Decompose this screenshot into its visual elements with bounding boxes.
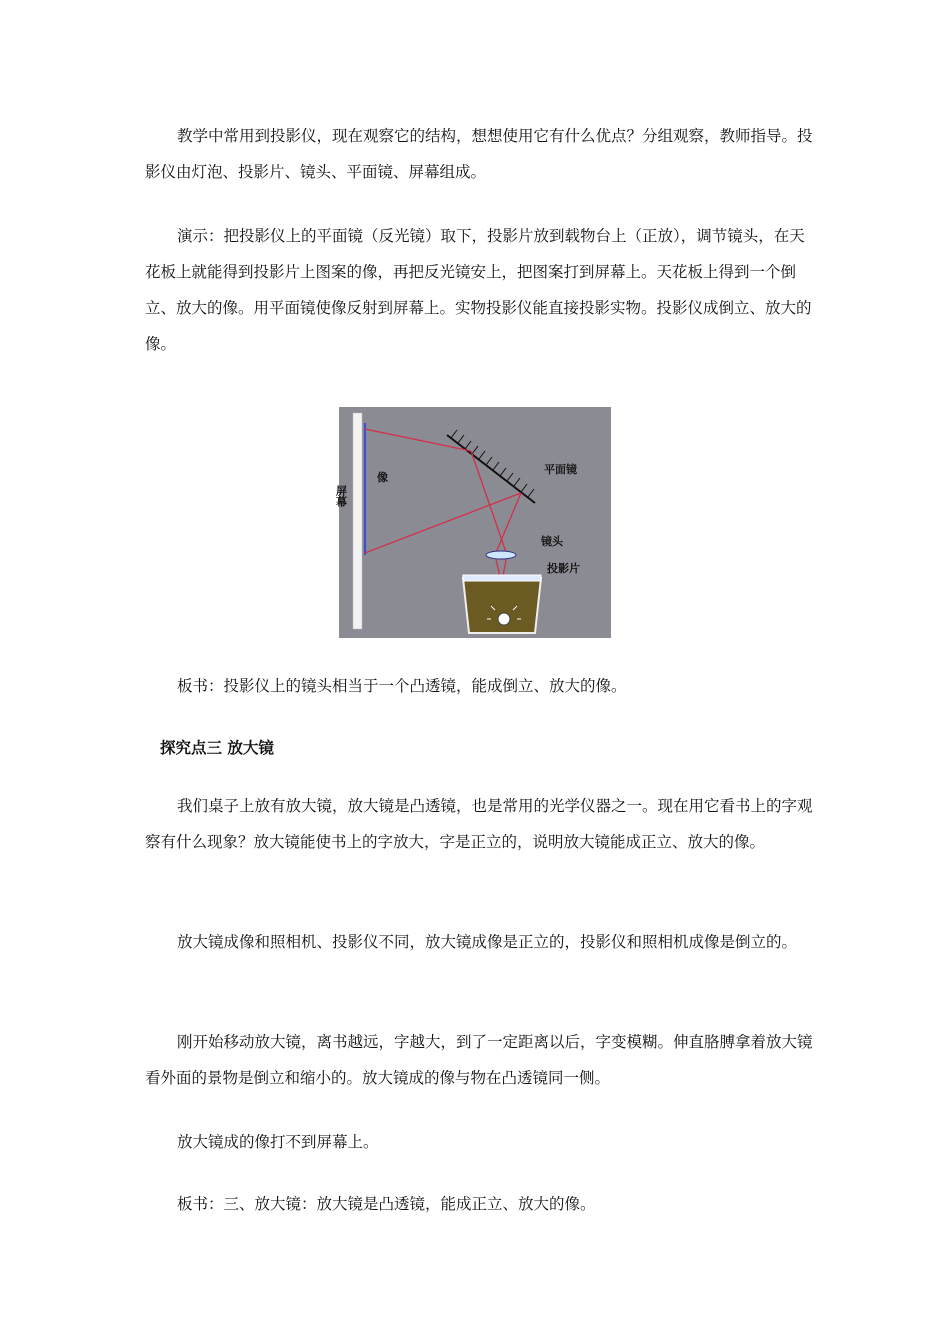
label-slide: 投影片: [547, 562, 580, 575]
label-mirror: 平面镜: [544, 463, 577, 476]
label-image: 像: [377, 471, 388, 484]
paragraph-board-note-projector: 板书：投影仪上的镜头相当于一个凸透镜，能成倒立、放大的像。: [177, 677, 627, 695]
paragraph-magnifier-compare: 放大镜成像和照相机、投影仪不同，放大镜成像是正立的，投影仪和照相机成像是倒立的。: [177, 933, 798, 951]
paragraph-magnifier-screen: 放大镜成的像打不到屏幕上。: [177, 1133, 379, 1151]
lamp: [498, 613, 510, 625]
label-lens: 镜头: [541, 535, 563, 548]
projector-diagram-svg: [334, 407, 611, 638]
slide: [463, 575, 541, 581]
paragraph-magnifier-intro: 我们桌子上放有放大镜，放大镜是凸透镜，也是常用的光学仪器之一。现在用它看书上的字观察有什么现象？放大镜能使书上的字放大，字是正立的，说明放大镜能成正立、放大的像。: [145, 797, 813, 851]
section-heading-magnifier: 探究点三 放大镜: [160, 739, 274, 757]
paragraph-magnifier-move: 刚开始移动放大镜，离书越远，字越大，到了一定距离以后，字变模糊。伸直胳膊拿着放大镜看外面的景物是倒立和缩小的。放大镜成的像与物在凸透镜同一侧。: [145, 1033, 813, 1087]
paragraph-projector-intro: 教学中常用到投影仪，现在观察它的结构，想想使用它有什么优点？分组观察，教师指导。投影仪由灯泡、投影片、镜头、平面镜、屏幕组成。: [145, 127, 813, 181]
screen: [353, 413, 362, 629]
lens: [486, 551, 516, 559]
projector-diagram: [334, 407, 611, 638]
paragraph-projector-demo: 演示：把投影仪上的平面镜（反光镜）取下，投影片放到载物台上（正放），调节镜头，在天花板上就能得到投影片上图案的像，再把反光镜安上，把图案打到屏幕上。天花板上得到一个倒立、放大的像。用平面镜使像反射到屏幕上。实物投影仪能直接投影实物。投影仪成倒立、放大的像。: [145, 227, 812, 353]
paragraph-board-note-magnifier: 板书：三、放大镜：放大镜是凸透镜，能成正立、放大的像。: [177, 1195, 596, 1213]
label-screen: 屏幕: [334, 485, 348, 507]
